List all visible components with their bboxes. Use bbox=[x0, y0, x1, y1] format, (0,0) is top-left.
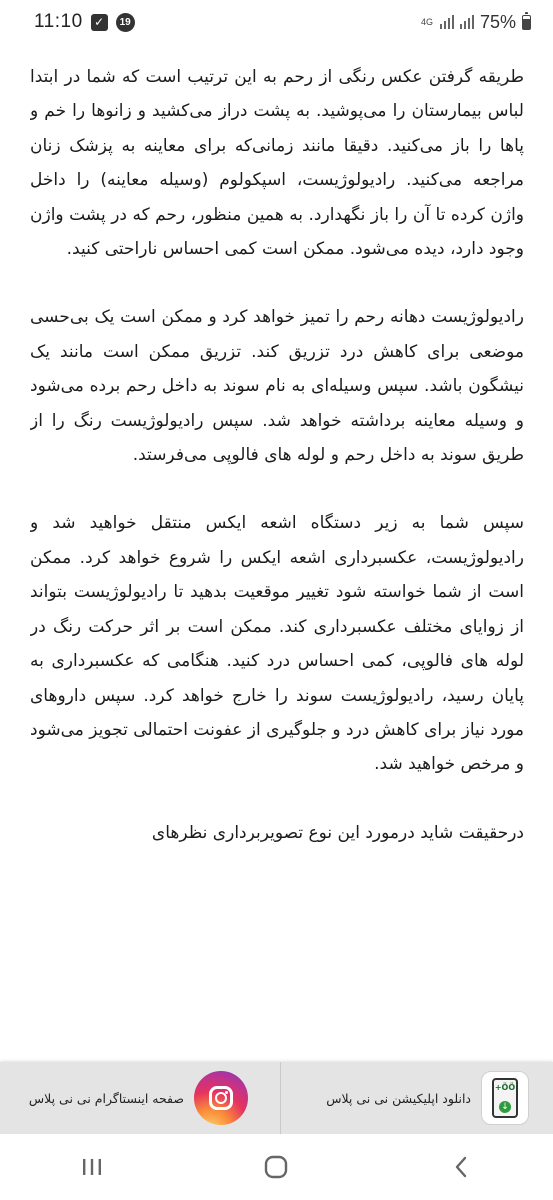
instagram-icon bbox=[194, 1071, 248, 1125]
battery-percent: 75% bbox=[479, 11, 516, 32]
recent-apps-icon bbox=[81, 1157, 103, 1177]
article-paragraph-2: رادیولوژیست دهانه رحم را تمیز خواهد کرد و ممکن است یک بی‌حسی موضعی برای کاهش درد تزریق کند. تزریق ممکن است مانند یک نیشگون باشد. سپس وسیله‌ای به نام سوند به داخل رحم برده می‌شود و وسیله معاینه برداشته خواهد شد. سپس رادیولوژیست رنگ را از طریق سوند به داخل رحم و لوله های فالوپی می‌فرستد. bbox=[30, 307, 524, 466]
home-icon bbox=[263, 1154, 289, 1180]
back-chevron-icon bbox=[452, 1155, 470, 1179]
battery-fill bbox=[523, 19, 530, 29]
signal-strength-icon-2 bbox=[460, 15, 474, 29]
app-download-icon bbox=[481, 1071, 529, 1125]
instagram-promo-link[interactable] bbox=[0, 1062, 280, 1134]
phone-icon bbox=[492, 1078, 518, 1118]
recent-apps-button[interactable] bbox=[52, 1142, 132, 1192]
instagram-camera-frame bbox=[209, 1086, 233, 1110]
checkbox-notification-icon: ✓ bbox=[91, 14, 108, 31]
clock: 11:10 bbox=[34, 11, 83, 32]
article-paragraph-3: سپس شما به زیر دستگاه اشعه ایکس منتقل خواهید شد و رادیولوژیست، عکسبرداری اشعه ایکس را شروع خواهد کرد. ممکن است از شما خواسته شود تغییر موقعیت بدهید تا رادیولوژیست بتواند از زوایای مختلف عکسبرداری کند. ممکن است بر اثر حرکت رنگ در لوله های فالوپی، کمی احساس درد کنید. هنگامی که عکسبرداری به پایان رسید، رادیولوژیست سوند را خارج خواهد کرد. سپس داروهای مورد نیاز برای کاهش درد و جلوگیری از عفونت احتمالی تجویز می‌شود و مرخص خواهید شد. bbox=[30, 513, 524, 775]
instagram-promo-label: صفحه اینستاگرام نی نی پلاس bbox=[28, 1090, 184, 1106]
signal-strength-icon bbox=[440, 15, 454, 29]
status-bar bbox=[0, 0, 553, 44]
battery-icon bbox=[522, 15, 531, 30]
app-download-label: دانلود اپلیکیشن نی نی پلاس bbox=[326, 1090, 471, 1106]
home-button[interactable] bbox=[236, 1142, 316, 1192]
back-button[interactable] bbox=[421, 1142, 501, 1192]
promo-banner bbox=[0, 1062, 553, 1134]
app-download-link[interactable] bbox=[281, 1062, 553, 1134]
system-navigation-bar bbox=[0, 1134, 553, 1200]
status-left bbox=[34, 11, 135, 33]
network-type-label: 4G bbox=[420, 16, 433, 27]
status-right bbox=[420, 12, 531, 33]
article-body bbox=[30, 60, 524, 1060]
article-paragraph-4: درحقیقت شاید درمورد این نوع تصویربرداری نظرهای bbox=[151, 822, 524, 843]
notification-count-badge: 19 bbox=[116, 13, 135, 32]
download-arrow-icon: ↓ bbox=[499, 1101, 511, 1113]
app-logo-text: +ÖÖ bbox=[494, 1083, 516, 1092]
article-paragraph-1: طریقه گرفتن عکس رنگی از رحم به این ترتیب است که شما در ابتدا لباس بیمارستان را می‌پوشید. به پشت دراز می‌کشید و زانوها را خم و پاها را باز می‌کنید. دقیقا مانند زمانی‌که برای معاینه به پزشک زنان مراجعه می‌کنید. رادیولوژیست، اسپکولوم (وسیله معاینه) را داخل واژن کرده تا آن را باز نگهدارد. به همین منظور، رحم که در پشت واژن وجود دارد، دیده می‌شود. ممکن است کمی احساس ناراحتی کنید. bbox=[30, 67, 524, 260]
